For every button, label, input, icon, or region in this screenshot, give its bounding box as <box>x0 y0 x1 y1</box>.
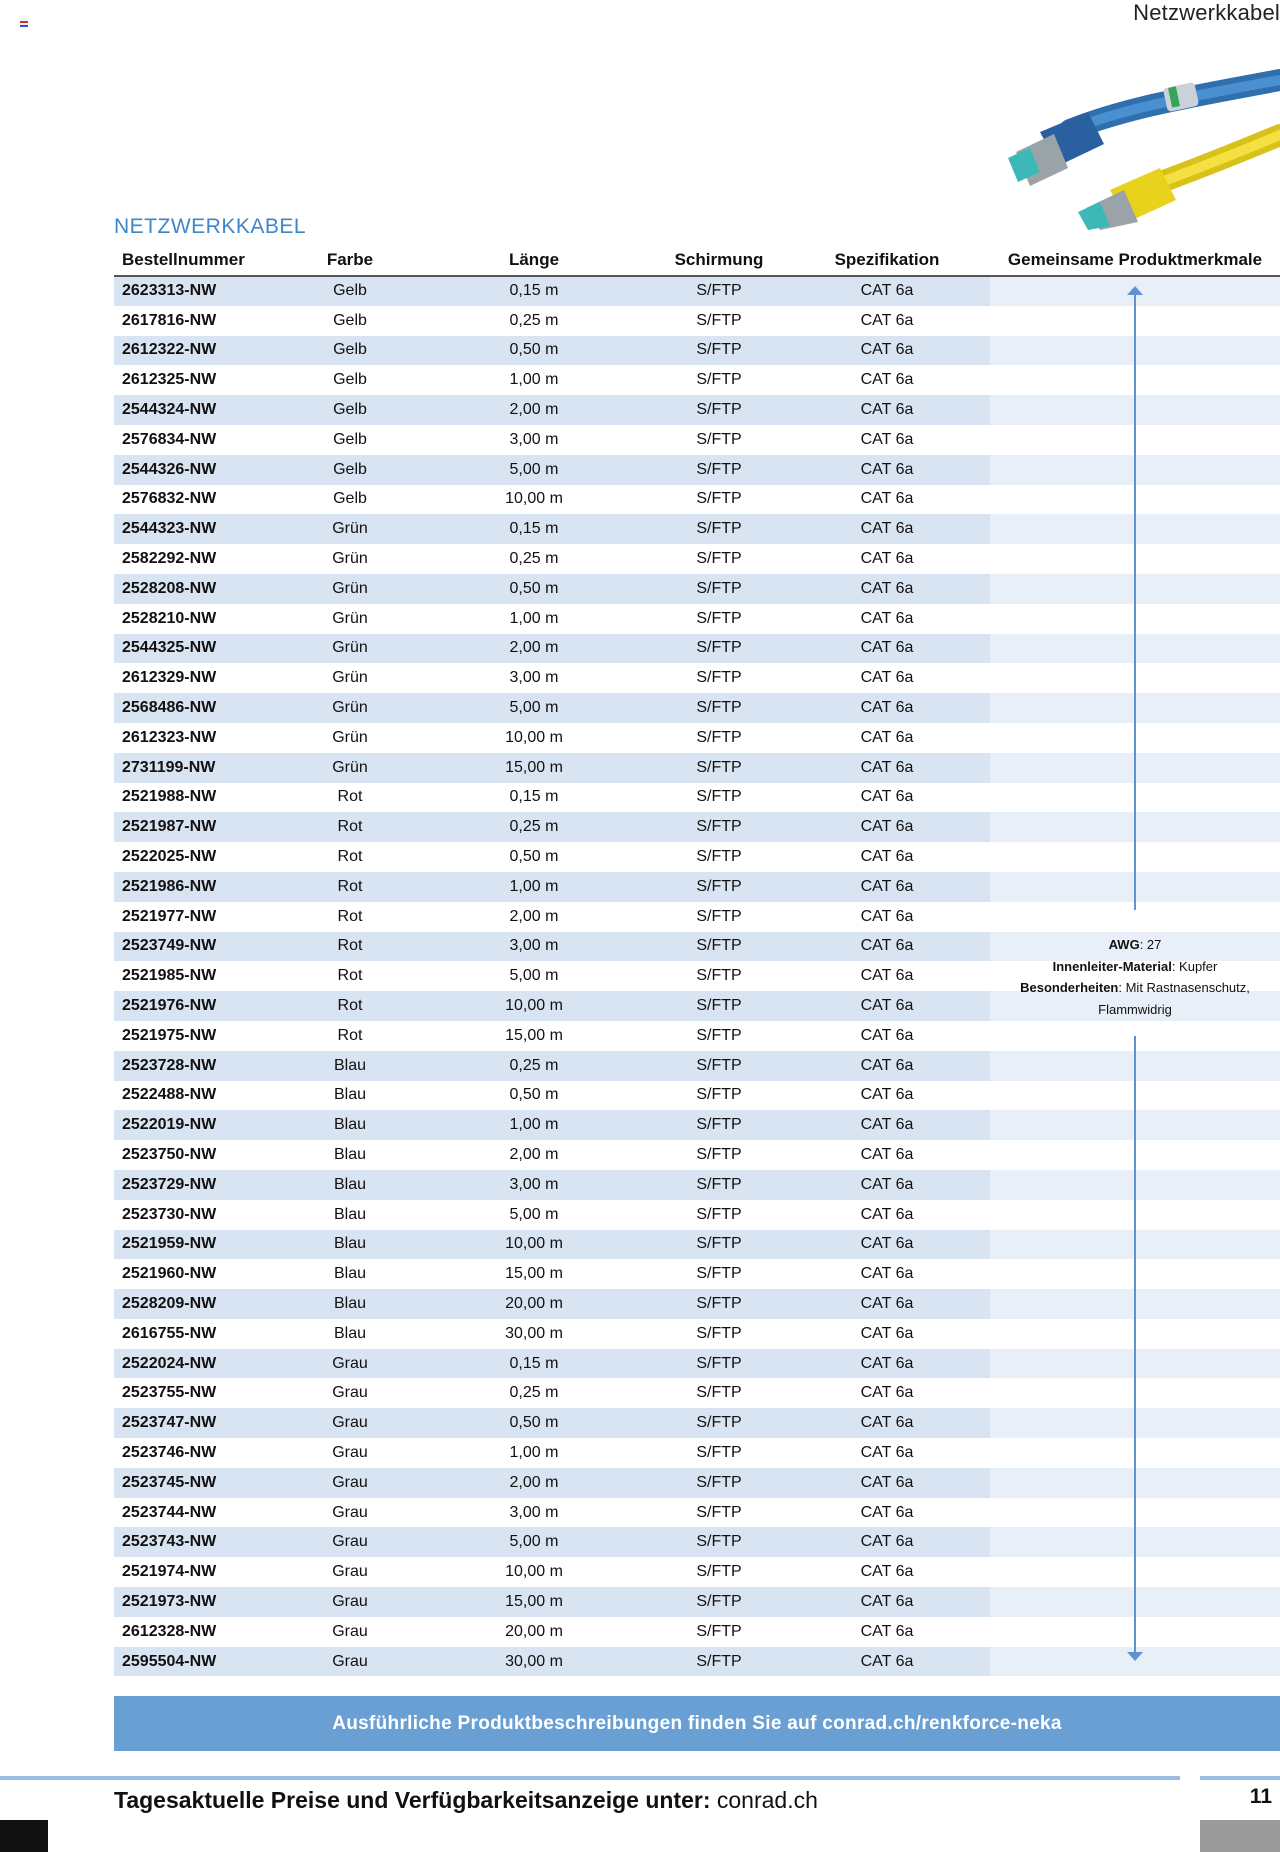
cell-length: 1,00 m <box>509 609 559 627</box>
cell-spec: CAT 6a <box>784 336 990 366</box>
cell-color: Rot <box>286 872 414 902</box>
arrow-line-top <box>1134 294 1136 910</box>
cell-shield: S/FTP <box>696 1384 742 1402</box>
cell-shield: S/FTP <box>654 932 784 962</box>
cell-shield: S/FTP <box>654 574 784 604</box>
cell-shield: S/FTP <box>654 753 784 783</box>
cell-color: Blau <box>286 1230 414 1260</box>
cell-length: 10,00 m <box>414 991 654 1021</box>
page-header-title: Netzwerkkabel <box>1133 0 1280 25</box>
cell-length: 15,00 m <box>414 753 654 783</box>
cell-spec: CAT 6a <box>784 1527 990 1557</box>
cell-spec: CAT 6a <box>860 1622 914 1640</box>
cell-order: 2521987-NW <box>114 812 286 842</box>
cell-color: Rot <box>337 907 363 925</box>
cell-length: 0,25 m <box>509 1384 559 1402</box>
cell-spec: CAT 6a <box>784 1647 990 1677</box>
cell-length: 2,00 m <box>414 395 654 425</box>
special-label: Besonderheiten <box>1020 980 1119 995</box>
cell-spec: CAT 6a <box>860 1563 914 1581</box>
cell-length: 1,00 m <box>509 371 559 389</box>
cell-color: Rot <box>337 788 363 806</box>
cell-color: Grau <box>286 1647 414 1677</box>
cell-shield: S/FTP <box>654 1647 784 1677</box>
cell-order: 2521985-NW <box>122 967 217 985</box>
cell-shield: S/FTP <box>696 788 742 806</box>
cell-spec: CAT 6a <box>860 1086 914 1104</box>
cell-color: Grün <box>286 574 414 604</box>
cell-spec: CAT 6a <box>860 1146 914 1163</box>
cell-shield: S/FTP <box>654 634 784 664</box>
cell-color: Grau <box>286 1408 414 1438</box>
cell-shield: S/FTP <box>696 967 742 985</box>
cell-shield: S/FTP <box>654 1349 784 1379</box>
cell-spec: CAT 6a <box>860 1443 914 1461</box>
cell-order: 2523743-NW <box>114 1527 286 1557</box>
cell-color: Grün <box>286 693 414 723</box>
column-header-spec: Spezifikation <box>784 244 990 276</box>
column-header-color: Farbe <box>286 244 414 276</box>
cell-spec: CAT 6a <box>784 932 990 962</box>
cell-order: 2616755-NW <box>122 1324 217 1342</box>
cell-order: 2523728-NW <box>114 1051 286 1081</box>
cell-length: 0,15 m <box>509 788 559 806</box>
cell-color: Grau <box>286 1527 414 1557</box>
cell-order: 2521977-NW <box>122 907 217 925</box>
cell-shield: S/FTP <box>654 1527 784 1557</box>
cell-length: 0,50 m <box>414 574 654 604</box>
cell-spec: CAT 6a <box>860 967 914 985</box>
cell-spec: CAT 6a <box>860 1324 914 1342</box>
page-number: 11 <box>1249 1785 1272 1808</box>
cell-color: Gelb <box>286 395 414 425</box>
cell-order: 2528209-NW <box>114 1289 286 1319</box>
network-cable-image <box>1000 40 1280 230</box>
cell-shield: S/FTP <box>654 1110 784 1140</box>
cell-shield: S/FTP <box>696 1086 742 1104</box>
cell-length: 3,00 m <box>509 1503 559 1521</box>
column-header-shield: Schirmung <box>654 244 784 276</box>
cell-spec: CAT 6a <box>860 848 914 866</box>
cell-spec: CAT 6a <box>860 430 914 448</box>
cell-shield: S/FTP <box>696 848 742 866</box>
cell-spec: CAT 6a <box>860 550 914 568</box>
material-value: : Kupfer <box>1171 958 1218 974</box>
cell-length: 3,00 m <box>509 430 559 448</box>
cell-length: 2,00 m <box>414 634 654 664</box>
cell-color: Blau <box>333 1146 367 1163</box>
cell-spec: CAT 6a <box>784 1468 990 1498</box>
cell-length: 0,50 m <box>509 848 559 866</box>
cell-order: 2523747-NW <box>114 1408 286 1438</box>
cell-order: 2522024-NW <box>114 1349 286 1379</box>
cell-color: Blau <box>286 1289 414 1319</box>
cell-color: Blau <box>286 1170 414 1200</box>
cell-shield: S/FTP <box>696 1265 742 1283</box>
corner-marker-right <box>1200 1820 1280 1852</box>
cell-color: Grün <box>332 669 368 687</box>
cell-shield: S/FTP <box>696 371 742 389</box>
cell-order: 2521988-NW <box>122 788 217 806</box>
cell-order: 2523729-NW <box>114 1170 286 1200</box>
cell-shield: S/FTP <box>696 1503 742 1521</box>
special-value: : Mit Rastnasenschutz, Flammwidrig <box>1098 980 1250 1017</box>
cell-order: 2544323-NW <box>114 514 286 544</box>
cell-order: 2522488-NW <box>122 1086 217 1104</box>
cell-color: Grün <box>332 609 368 627</box>
cell-length: 3,00 m <box>414 1170 654 1200</box>
cell-order: 2523744-NW <box>122 1503 217 1521</box>
cell-spec: CAT 6a <box>784 455 990 485</box>
cell-color: Grün <box>332 728 368 746</box>
cell-order: 2521986-NW <box>114 872 286 902</box>
footer-text-bold: Tagesaktuelle Preise und Verfügbarkeitsanzeige unter: <box>114 1787 711 1813</box>
cell-shield: S/FTP <box>654 693 784 723</box>
cell-shield: S/FTP <box>696 1205 742 1223</box>
cell-order: 2522019-NW <box>114 1110 286 1140</box>
cell-color: Gelb <box>286 276 414 306</box>
cell-shield: S/FTP <box>696 1324 742 1342</box>
cell-length: 0,15 m <box>414 276 654 306</box>
cell-length: 5,00 m <box>414 1527 654 1557</box>
cell-color: Grau <box>286 1468 414 1498</box>
cell-spec: CAT 6a <box>784 395 990 425</box>
cell-spec: CAT 6a <box>784 753 990 783</box>
cell-order: 2544326-NW <box>114 455 286 485</box>
cell-shield: S/FTP <box>654 1408 784 1438</box>
corner-marker-left <box>0 1820 48 1852</box>
cell-shield: S/FTP <box>696 550 742 568</box>
language-flag-icon <box>20 21 28 27</box>
cell-shield: S/FTP <box>654 812 784 842</box>
cell-shield: S/FTP <box>696 490 742 508</box>
cell-shield: S/FTP <box>696 1146 742 1163</box>
cell-color: Grün <box>286 514 414 544</box>
cell-spec: CAT 6a <box>860 669 914 687</box>
cell-spec: CAT 6a <box>784 514 990 544</box>
awg-label: AWG <box>1108 937 1140 952</box>
cell-shield: S/FTP <box>654 1289 784 1319</box>
cell-color: Grau <box>332 1622 368 1640</box>
cell-shield: S/FTP <box>696 1443 742 1461</box>
cell-spec: CAT 6a <box>784 1587 990 1617</box>
cell-order: 2521974-NW <box>122 1563 217 1581</box>
column-header-length: Länge <box>414 244 654 276</box>
cell-spec: CAT 6a <box>860 609 914 627</box>
cell-order: 2612329-NW <box>122 669 217 687</box>
cell-spec: CAT 6a <box>784 276 990 306</box>
cell-length: 1,00 m <box>414 1110 654 1140</box>
cell-order: 2521975-NW <box>122 1026 217 1044</box>
cell-length: 1,00 m <box>414 872 654 902</box>
cell-length: 2,00 m <box>509 1146 559 1163</box>
cell-color: Grün <box>286 634 414 664</box>
cell-order: 2617816-NW <box>122 311 217 329</box>
cell-spec: CAT 6a <box>784 1230 990 1260</box>
column-header-order: Bestellnummer <box>114 244 286 276</box>
cell-shield: S/FTP <box>654 1230 784 1260</box>
footer-text <box>114 1787 818 1814</box>
cell-color: Gelb <box>286 336 414 366</box>
cell-shield: S/FTP <box>696 1622 742 1640</box>
cell-spec: CAT 6a <box>784 693 990 723</box>
common-features-text <box>990 934 1280 1020</box>
cell-length: 5,00 m <box>414 693 654 723</box>
cell-color: Grün <box>286 753 414 783</box>
cell-order: 2523730-NW <box>122 1205 217 1223</box>
cell-length: 0,25 m <box>414 1051 654 1081</box>
cell-color: Rot <box>337 1026 363 1044</box>
cell-order: 2523750-NW <box>122 1146 217 1163</box>
cell-length: 30,00 m <box>414 1647 654 1677</box>
cell-color: Grau <box>286 1587 414 1617</box>
cell-color: Grau <box>286 1349 414 1379</box>
cell-order: 2576834-NW <box>122 430 217 448</box>
cell-length: 20,00 m <box>505 1622 563 1640</box>
cell-length: 20,00 m <box>414 1289 654 1319</box>
cell-shield: S/FTP <box>654 1170 784 1200</box>
cell-spec: CAT 6a <box>860 371 914 389</box>
cell-order: 2595504-NW <box>114 1647 286 1677</box>
cell-order: 2528208-NW <box>114 574 286 604</box>
cell-length: 10,00 m <box>505 490 563 508</box>
awg-value: : 27 <box>1139 937 1162 952</box>
cell-spec: CAT 6a <box>784 574 990 604</box>
cell-order: 2523749-NW <box>114 932 286 962</box>
cell-color: Blau <box>333 1205 367 1223</box>
table-header-row <box>114 244 1280 276</box>
cell-shield: S/FTP <box>654 1051 784 1081</box>
cell-shield: S/FTP <box>696 1563 742 1581</box>
cell-spec: CAT 6a <box>860 1384 914 1402</box>
cell-length: 15,00 m <box>505 1265 563 1283</box>
cell-shield: S/FTP <box>654 991 784 1021</box>
cell-color: Rot <box>337 967 363 985</box>
cell-order: 2612322-NW <box>114 336 286 366</box>
cell-length: 1,00 m <box>509 1443 559 1461</box>
cell-length: 0,25 m <box>509 550 559 568</box>
cell-length: 2,00 m <box>509 907 559 925</box>
cell-shield: S/FTP <box>654 514 784 544</box>
cell-spec: CAT 6a <box>784 1349 990 1379</box>
cell-spec: CAT 6a <box>784 634 990 664</box>
cell-order: 2523746-NW <box>122 1443 217 1461</box>
cell-length: 10,00 m <box>414 1230 654 1260</box>
cell-length: 5,00 m <box>414 455 654 485</box>
cell-length: 15,00 m <box>414 1587 654 1617</box>
cell-order: 2521960-NW <box>122 1265 217 1283</box>
cell-length: 0,25 m <box>509 311 559 329</box>
cell-length: 0,15 m <box>414 1349 654 1379</box>
cell-order: 2612325-NW <box>122 371 217 389</box>
cell-spec: CAT 6a <box>860 1205 914 1223</box>
cell-length: 10,00 m <box>505 1563 563 1581</box>
cell-length: 3,00 m <box>414 932 654 962</box>
cell-color: Blau <box>286 1051 414 1081</box>
cell-shield: S/FTP <box>654 395 784 425</box>
footer-divider <box>0 1776 1180 1780</box>
cell-length: 15,00 m <box>505 1026 563 1044</box>
cell-color: Gelb <box>333 430 367 448</box>
cell-order: 2523745-NW <box>114 1468 286 1498</box>
cell-color: Grau <box>332 1563 368 1581</box>
cell-color: Blau <box>333 1265 367 1283</box>
cell-spec: CAT 6a <box>784 1110 990 1140</box>
cell-shield: S/FTP <box>654 1468 784 1498</box>
cell-shield: S/FTP <box>654 455 784 485</box>
arrow-line-bottom <box>1134 1036 1136 1654</box>
cell-color: Grau <box>332 1503 368 1521</box>
cell-order: 2582292-NW <box>122 550 217 568</box>
cell-order: 2612328-NW <box>122 1622 217 1640</box>
material-label: Innenleiter-Material <box>1052 958 1172 974</box>
cell-shield: S/FTP <box>654 276 784 306</box>
cell-order: 2522025-NW <box>122 848 217 866</box>
cell-order: 2544325-NW <box>114 634 286 664</box>
cell-spec: CAT 6a <box>860 728 914 746</box>
info-banner[interactable]: Ausführliche Produktbeschreibungen finden Sie auf conrad.ch/renkforce-neka <box>114 1696 1280 1751</box>
cell-color: Rot <box>286 991 414 1021</box>
cell-order: 2521973-NW <box>114 1587 286 1617</box>
cell-length: 0,50 m <box>509 1086 559 1104</box>
cell-color: Blau <box>333 1324 367 1342</box>
cell-shield: S/FTP <box>696 1026 742 1044</box>
cell-length: 30,00 m <box>505 1324 563 1342</box>
cell-shield: S/FTP <box>696 430 742 448</box>
cell-spec: CAT 6a <box>860 1265 914 1283</box>
cell-shield: S/FTP <box>696 669 742 687</box>
cell-color: Blau <box>286 1110 414 1140</box>
cell-spec: CAT 6a <box>860 311 914 329</box>
footer-link[interactable]: conrad.ch <box>710 1787 818 1813</box>
cell-color: Gelb <box>333 311 367 329</box>
cell-color: Gelb <box>333 371 367 389</box>
cell-spec: CAT 6a <box>860 907 914 925</box>
cell-length: 0,50 m <box>414 1408 654 1438</box>
cell-length: 10,00 m <box>505 728 563 746</box>
common-features-panel <box>990 286 1280 1661</box>
cell-length: 3,00 m <box>509 669 559 687</box>
cell-shield: S/FTP <box>654 336 784 366</box>
cell-color: Blau <box>333 1086 367 1104</box>
cell-color: Rot <box>286 932 414 962</box>
cell-spec: CAT 6a <box>784 872 990 902</box>
column-header-common: Gemeinsame Produktmerkmale <box>990 244 1280 276</box>
cell-order: 2612323-NW <box>122 728 217 746</box>
cell-spec: CAT 6a <box>784 812 990 842</box>
footer-divider-right <box>1200 1776 1280 1780</box>
cell-length: 2,00 m <box>414 1468 654 1498</box>
cell-order: 2731199-NW <box>114 753 286 783</box>
cell-length: 0,25 m <box>414 812 654 842</box>
cell-spec: CAT 6a <box>784 1170 990 1200</box>
cell-shield: S/FTP <box>654 872 784 902</box>
cell-length: 5,00 m <box>509 967 559 985</box>
cell-length: 5,00 m <box>509 1205 559 1223</box>
cell-spec: CAT 6a <box>860 1026 914 1044</box>
cell-spec: CAT 6a <box>860 490 914 508</box>
cell-spec: CAT 6a <box>784 1289 990 1319</box>
arrow-down-icon <box>1127 1652 1143 1661</box>
cell-shield: S/FTP <box>696 907 742 925</box>
cell-color: Rot <box>286 812 414 842</box>
cell-order: 2528210-NW <box>122 609 217 627</box>
cell-spec: CAT 6a <box>860 1503 914 1521</box>
cell-length: 0,50 m <box>414 336 654 366</box>
cell-order: 2576832-NW <box>122 490 217 508</box>
cell-order: 2521976-NW <box>114 991 286 1021</box>
section-title: NETZWERKKABEL <box>114 215 307 238</box>
cell-color: Grau <box>332 1384 368 1402</box>
cell-order: 2623313-NW <box>114 276 286 306</box>
cell-spec: CAT 6a <box>860 788 914 806</box>
cell-color: Gelb <box>286 455 414 485</box>
cell-order: 2544324-NW <box>114 395 286 425</box>
cell-shield: S/FTP <box>696 609 742 627</box>
cell-color: Grau <box>332 1443 368 1461</box>
cell-color: Gelb <box>333 490 367 508</box>
cell-spec: CAT 6a <box>784 1408 990 1438</box>
cell-color: Rot <box>337 848 363 866</box>
cell-spec: CAT 6a <box>784 991 990 1021</box>
cell-order: 2523755-NW <box>122 1384 217 1402</box>
cell-color: Grün <box>332 550 368 568</box>
cell-order: 2521959-NW <box>114 1230 286 1260</box>
cell-spec: CAT 6a <box>784 1051 990 1081</box>
cell-length: 0,15 m <box>414 514 654 544</box>
cell-shield: S/FTP <box>654 1587 784 1617</box>
cell-shield: S/FTP <box>696 728 742 746</box>
cell-order: 2568486-NW <box>114 693 286 723</box>
cell-shield: S/FTP <box>696 311 742 329</box>
